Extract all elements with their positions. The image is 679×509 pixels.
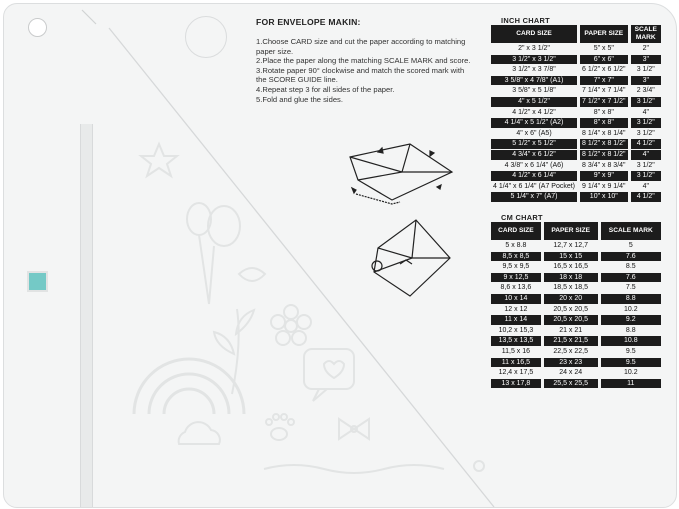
paper-size-cell: 8" x 8" <box>593 108 614 116</box>
header-card-size: CARD SIZE <box>491 222 541 240</box>
table-row <box>491 241 661 251</box>
card-size-cell: 9,5 x 9,5 <box>502 263 530 271</box>
table-row <box>491 65 661 75</box>
table-row <box>491 150 661 160</box>
card-size-cell: 4 3/8" x 6 1/4" (A6) <box>504 161 564 169</box>
table-row <box>491 305 661 315</box>
scale-mark-cell: 5 <box>628 242 633 249</box>
paper-size-cell: 22,5 x 22,5 <box>553 347 588 355</box>
paper-size-cell: 7 1/4" x 7 1/4" <box>582 87 626 95</box>
scale-mark-cell: 10.2 <box>623 305 638 313</box>
paper-size-cell: 12,7 x 12,7 <box>553 242 588 249</box>
card-size-cell: 4 1/2" x 6 1/4" <box>491 171 577 181</box>
paw-stencil-icon <box>266 414 294 440</box>
border-swirl-stencil <box>264 461 484 473</box>
rainbow-stencil-icon <box>134 359 244 414</box>
inch-chart-title: INCH CHART <box>501 16 550 25</box>
card-size-cell: 3 5/8" x 5 1/8" <box>512 87 556 95</box>
scoring-board <box>3 3 677 508</box>
scale-mark-cell: 3 1/2" <box>636 129 655 137</box>
paper-size-cell: 21 x 21 <box>559 326 583 334</box>
scale-mark-cell: 4" <box>642 182 649 190</box>
paper-size-cell: 7 1/2" x 7 1/2" <box>582 97 626 105</box>
paper-size-cell: 8" x 8" <box>580 118 628 128</box>
table-row <box>491 358 661 368</box>
balloon-stencil-icon <box>187 203 240 304</box>
scale-mark-cell: 2 3/4" <box>636 87 655 95</box>
paper-size-cell: 16,5 x 16,5 <box>553 263 588 271</box>
paper-size-cell: 8 3/4" x 8 3/4" <box>582 161 626 169</box>
card-size-cell: 13,5 x 13,5 <box>491 336 541 346</box>
table-row <box>491 347 661 357</box>
scale-mark-cell: 8.8 <box>601 294 661 304</box>
star-stencil-icon <box>141 144 177 176</box>
scale-mark-cell: 4" <box>642 108 649 116</box>
card-size-cell: 5 1/4" x 7" (A7) <box>491 192 577 202</box>
scale-mark-cell: 3" <box>631 55 661 65</box>
paper-size-cell: 20 x 20 <box>544 294 598 304</box>
paper-size-cell: 8 1/4" x 8 1/4" <box>582 129 626 137</box>
paper-size-cell: 20,5 x 20,5 <box>544 315 598 325</box>
scale-mark-cell: 3 1/2" <box>631 118 661 128</box>
card-size-cell: 4 1/2" x 4 1/2" <box>512 108 556 116</box>
card-size-cell: 3 5/8" x 4 7/8" (A1) <box>491 76 577 86</box>
card-size-cell: 11,5 x 16 <box>501 347 531 355</box>
scale-mark-cell: 11 <box>601 379 661 389</box>
table-row <box>491 161 661 171</box>
table-row <box>491 129 661 139</box>
scale-mark-cell: 4 1/2" <box>631 192 661 202</box>
card-size-cell: 4 3/4" x 6 1/2" <box>491 150 577 160</box>
envelope-fold-diagram-top <box>350 144 452 204</box>
card-size-cell: 4 1/4" x 5 1/2" (A2) <box>491 118 577 128</box>
table-row <box>491 262 661 272</box>
table-row <box>491 252 661 262</box>
card-size-cell: 4" x 6" (A5) <box>516 129 552 137</box>
lips-stencil-icon <box>239 268 265 281</box>
scale-mark-cell: 9.5 <box>601 358 661 368</box>
table-row <box>491 294 661 304</box>
header-paper-size: PAPER SIZE <box>580 25 628 43</box>
paper-size-cell: 25,5 x 25,5 <box>544 379 598 389</box>
table-row <box>491 336 661 346</box>
table-row <box>491 315 661 325</box>
table-row <box>491 108 661 118</box>
scale-mark-cell: 3 1/2" <box>636 161 655 169</box>
card-size-cell: 3 1/2" x 3 7/8" <box>512 66 556 74</box>
table-row <box>491 97 661 107</box>
scale-mark-cell: 7.6 <box>601 273 661 283</box>
scale-mark-cell: 7.6 <box>601 252 661 262</box>
table-row <box>491 139 661 149</box>
scale-mark-cell: 8.8 <box>625 326 636 334</box>
card-size-cell: 2" x 3 1/2" <box>518 45 550 52</box>
paper-size-cell: 20,5 x 20,5 <box>553 305 588 313</box>
paper-size-cell: 18 x 18 <box>544 273 598 283</box>
paper-size-cell: 9" x 9" <box>580 171 628 181</box>
paper-size-cell: 6" x 6" <box>580 55 628 65</box>
paper-size-cell: 7" x 7" <box>580 76 628 86</box>
scale-mark-cell: 3 1/2" <box>631 97 661 107</box>
measure-window <box>27 271 48 292</box>
scale-mark-cell: 3 1/2" <box>636 66 655 74</box>
score-guide-rail[interactable] <box>80 124 93 508</box>
header-scale-mark: SCALE MARK <box>631 25 661 43</box>
instruction-step: 2.Place the paper along the matching SCALE MARK and score. <box>256 56 471 66</box>
paper-size-cell: 24 x 24 <box>559 369 583 377</box>
paper-size-cell: 18,5 x 18,5 <box>553 284 588 292</box>
instruction-step: 1.Choose CARD size and cut the paper according to matching paper size. <box>256 37 466 56</box>
table-row <box>491 44 661 54</box>
scale-mark-cell: 2" <box>642 45 649 52</box>
instruction-step: 4.Repeat step 3 for all sides of the paper. <box>256 84 395 94</box>
paper-size-cell: 5" x 5" <box>593 45 614 52</box>
bow-stencil-icon <box>339 419 369 439</box>
scale-mark-cell: 9.2 <box>601 315 661 325</box>
card-size-cell: 3 1/2" x 3 1/2" <box>491 55 577 65</box>
card-size-cell: 9 x 12,5 <box>491 273 541 283</box>
table-row <box>491 182 661 192</box>
paper-size-cell: 21,5 x 21,5 <box>544 336 598 346</box>
cloud-stencil-icon <box>179 422 220 444</box>
instruction-step: 3.Rotate paper 90° clockwise and match the scored mark with the SCORE GUIDE line. <box>256 65 465 85</box>
chat-bubble-stencil-icon <box>304 349 354 401</box>
paper-size-cell: 6 1/2" x 6 1/2" <box>582 66 626 74</box>
card-size-cell: 4" x 5 1/2" <box>491 97 577 107</box>
scale-mark-cell: 4 1/2" <box>631 139 661 149</box>
instruction-step: 5.Fold and glue the sides. <box>256 94 343 104</box>
table-row <box>491 283 661 293</box>
table-row <box>491 55 661 65</box>
card-size-cell: 12 x 12 <box>504 305 528 313</box>
table-row <box>491 273 661 283</box>
scale-mark-cell: 10.8 <box>601 336 661 346</box>
paper-size-cell: 23 x 23 <box>544 358 598 368</box>
scale-mark-cell: 10.2 <box>623 369 638 377</box>
card-size-cell: 4 1/4" x 6 1/4" (A7 Pocket) <box>493 182 576 190</box>
table-row <box>491 171 661 181</box>
card-size-cell: 8,5 x 8,5 <box>491 252 541 262</box>
envelope-instructions <box>256 17 471 104</box>
card-size-cell: 12,4 x 17,5 <box>498 369 534 377</box>
flower-stencil-icon <box>271 305 311 345</box>
card-size-cell: 11 x 14 <box>491 315 541 325</box>
table-row <box>491 76 661 86</box>
instructions-title: FOR ENVELOPE MAKIN: <box>256 17 361 27</box>
scale-mark-cell: 8.5 <box>625 263 636 271</box>
table-row <box>491 192 661 202</box>
scale-mark-cell: 3 1/2" <box>631 171 661 181</box>
card-size-cell: 10,2 x 15,3 <box>498 326 534 334</box>
paper-size-cell: 8 1/2" x 8 1/2" <box>582 140 626 148</box>
paper-size-cell: 8 1/2" x 8 1/2" <box>582 150 626 158</box>
header-paper-size: PAPER SIZE <box>544 222 598 240</box>
table-row <box>491 379 661 389</box>
paper-size-cell: 9 1/4" x 9 1/4" <box>582 182 626 190</box>
scale-mark-cell: 4" <box>631 150 661 160</box>
envelope-fold-diagram-bottom <box>372 220 450 296</box>
header-scale-mark: SCALE MARK <box>601 222 661 240</box>
card-size-cell: 5 x 8.8 <box>505 242 527 249</box>
scale-mark-cell: 9.5 <box>625 347 636 355</box>
card-size-cell: 8,6 x 13,6 <box>500 284 532 292</box>
cm-chart-title: CM CHART <box>501 213 543 222</box>
table-row <box>491 86 661 96</box>
scale-mark-cell: 3" <box>631 76 661 86</box>
paper-size-cell: 10" x 10" <box>580 192 628 202</box>
table-row <box>491 118 661 128</box>
paper-size-cell: 15 x 15 <box>544 252 598 262</box>
header-card-size: CARD SIZE <box>491 25 577 43</box>
table-row <box>491 326 661 336</box>
table-row <box>491 368 661 378</box>
scale-mark-cell: 7.5 <box>625 284 636 292</box>
inch-chart-table <box>488 24 664 203</box>
instructions-steps <box>256 37 471 104</box>
card-size-cell: 13 x 17,8 <box>491 379 541 389</box>
card-size-cell: 10 x 14 <box>491 294 541 304</box>
card-size-cell: 5 1/2" x 5 1/2" <box>491 139 577 149</box>
cm-chart-table <box>488 221 664 389</box>
card-size-cell: 11 x 16,5 <box>491 358 541 368</box>
